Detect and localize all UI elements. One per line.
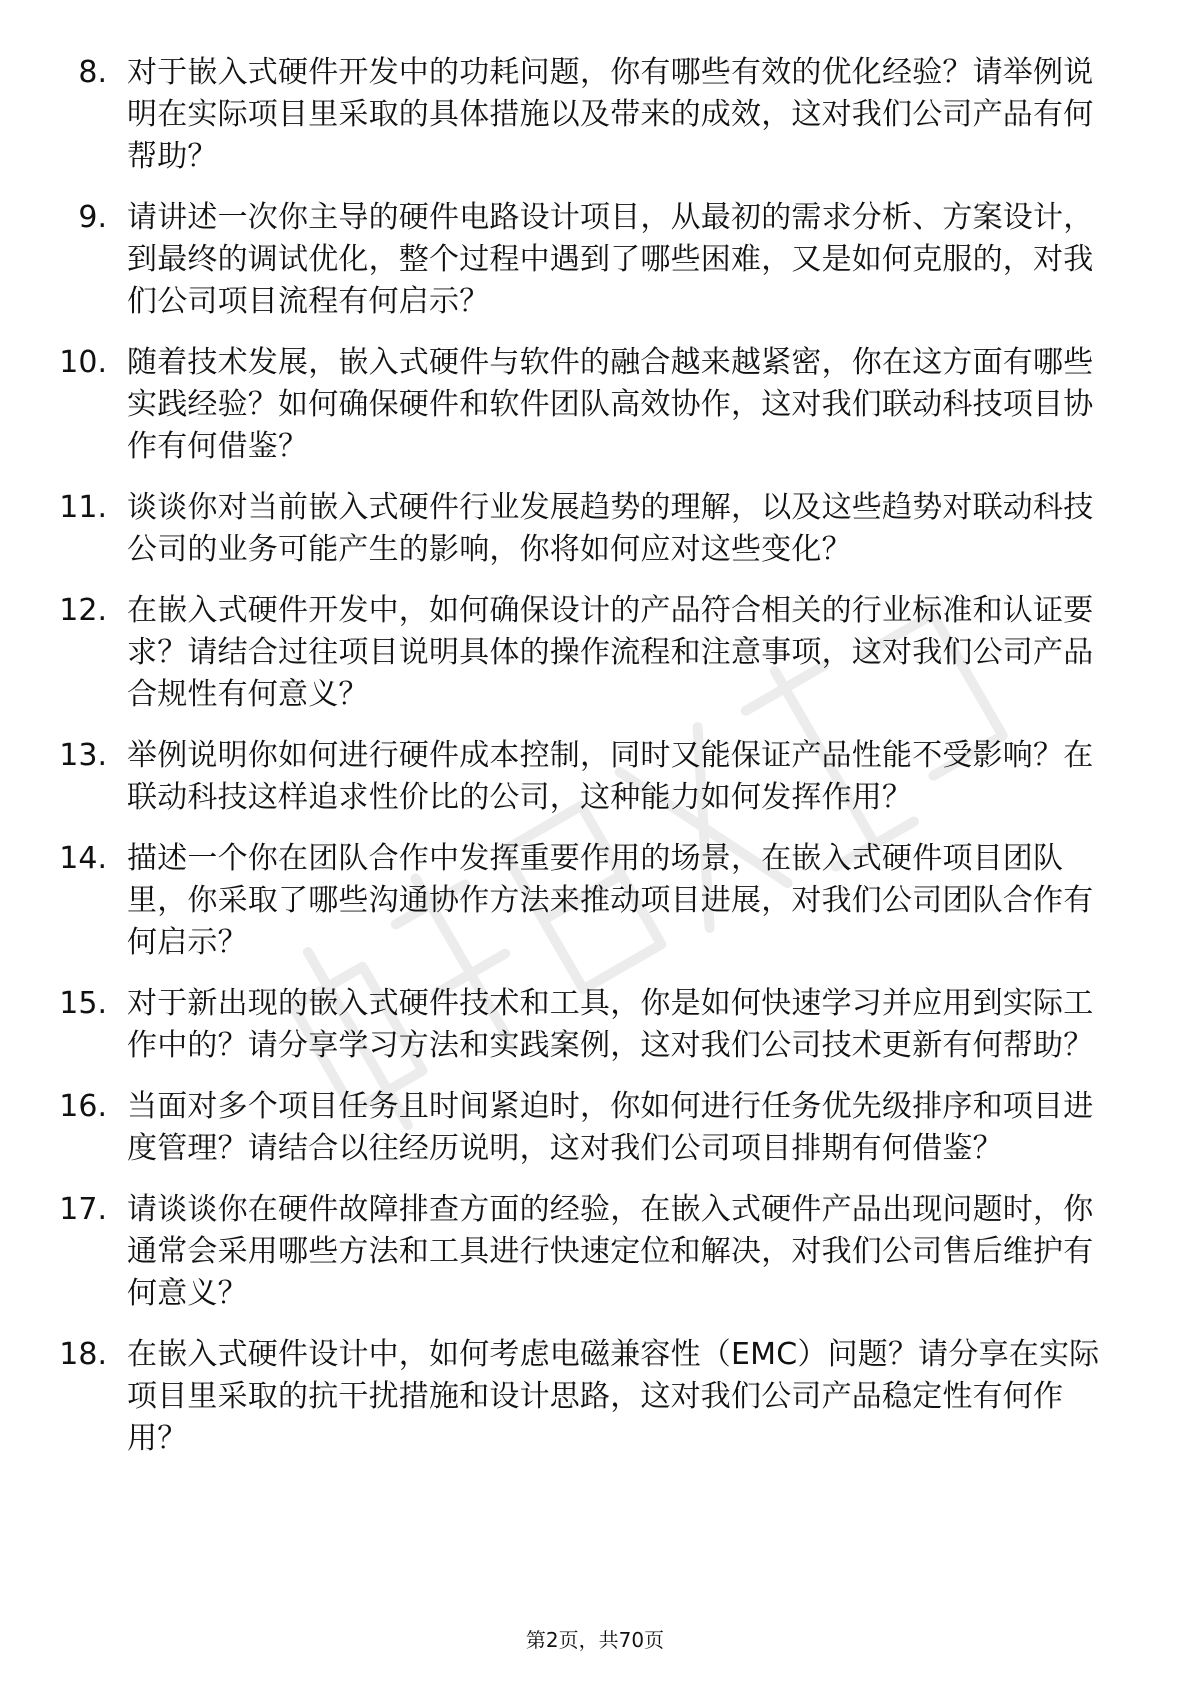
- question-item: [0, 197, 1190, 323]
- question-text: 描述一个你在团队合作中发挥重要作用的场景，在嵌入式硬件项目团队里，你采取了哪些沟通协作方法来推动项目进展，对我们公司团队合作有何启示？: [127, 841, 1094, 960]
- question-number: 10.: [59, 345, 107, 380]
- question-text: 随着技术发展，嵌入式硬件与软件的融合越来越紧密，你在这方面有哪些实践经验？如何确保硬件和软件团队高效协作，这对我们联动科技项目协作有何借鉴？: [127, 345, 1094, 464]
- question-list: [0, 52, 1190, 1479]
- question-number: 8.: [78, 55, 107, 90]
- question-text: 在嵌入式硬件开发中，如何确保设计的产品符合相关的行业标准和认证要求？请结合过往项目说明具体的操作流程和注意事项，这对我们公司产品合规性有何意义？: [127, 593, 1094, 712]
- question-item: [0, 1189, 1190, 1315]
- question-text: 对于新出现的嵌入式硬件技术和工具，你是如何快速学习并应用到实际工作中的？请分享学习方法和实践案例，这对我们公司技术更新有何帮助？: [127, 986, 1094, 1063]
- question-number: 17.: [59, 1192, 107, 1227]
- question-item: [0, 342, 1190, 468]
- question-item: [0, 487, 1190, 571]
- question-text: 对于嵌入式硬件开发中的功耗问题，你有哪些有效的优化经验？请举例说明在实际项目里采取的具体措施以及带来的成效，这对我们公司产品有何帮助？: [127, 55, 1094, 174]
- question-item: [0, 1086, 1190, 1170]
- question-item: [0, 838, 1190, 964]
- question-number: 15.: [59, 986, 107, 1021]
- question-number: 14.: [59, 841, 107, 876]
- question-item: [0, 1334, 1190, 1460]
- question-item: [0, 52, 1190, 178]
- question-number: 18.: [59, 1337, 107, 1372]
- question-text: 当面对多个项目任务且时间紧迫时，你如何进行任务优先级排序和项目进度管理？请结合以往经历说明，这对我们公司项目排期有何借鉴？: [127, 1089, 1094, 1166]
- question-text: 在嵌入式硬件设计中，如何考虑电磁兼容性（EMC）问题？请分享在实际项目里采取的抗干扰措施和设计思路，这对我们公司产品稳定性有何作用？: [127, 1337, 1100, 1456]
- question-item: [0, 983, 1190, 1067]
- page-footer: 第2页，共70页: [525, 1628, 665, 1652]
- question-item: [0, 590, 1190, 716]
- question-number: 11.: [59, 490, 107, 525]
- question-text: 谈谈你对当前嵌入式硬件行业发展趋势的理解，以及这些趋势对联动科技公司的业务可能产生的影响，你将如何应对这些变化？: [127, 490, 1094, 567]
- question-number: 16.: [59, 1089, 107, 1124]
- question-number: 13.: [59, 738, 107, 773]
- question-text: 举例说明你如何进行硬件成本控制，同时又能保证产品性能不受影响？在联动科技这样追求性价比的公司，这种能力如何发挥作用？: [127, 738, 1094, 815]
- question-text: 请谈谈你在硬件故障排查方面的经验，在嵌入式硬件产品出现问题时，你通常会采用哪些方法和工具进行快速定位和解决，对我们公司售后维护有何意义？: [127, 1192, 1094, 1311]
- question-number: 9.: [78, 200, 107, 235]
- question-item: [0, 735, 1190, 819]
- question-text: 请讲述一次你主导的硬件电路设计项目，从最初的需求分析、方案设计，到最终的调试优化，整个过程中遇到了哪些困难，又是如何克服的，对我们公司项目流程有何启示？: [127, 200, 1094, 319]
- question-number: 12.: [59, 593, 107, 628]
